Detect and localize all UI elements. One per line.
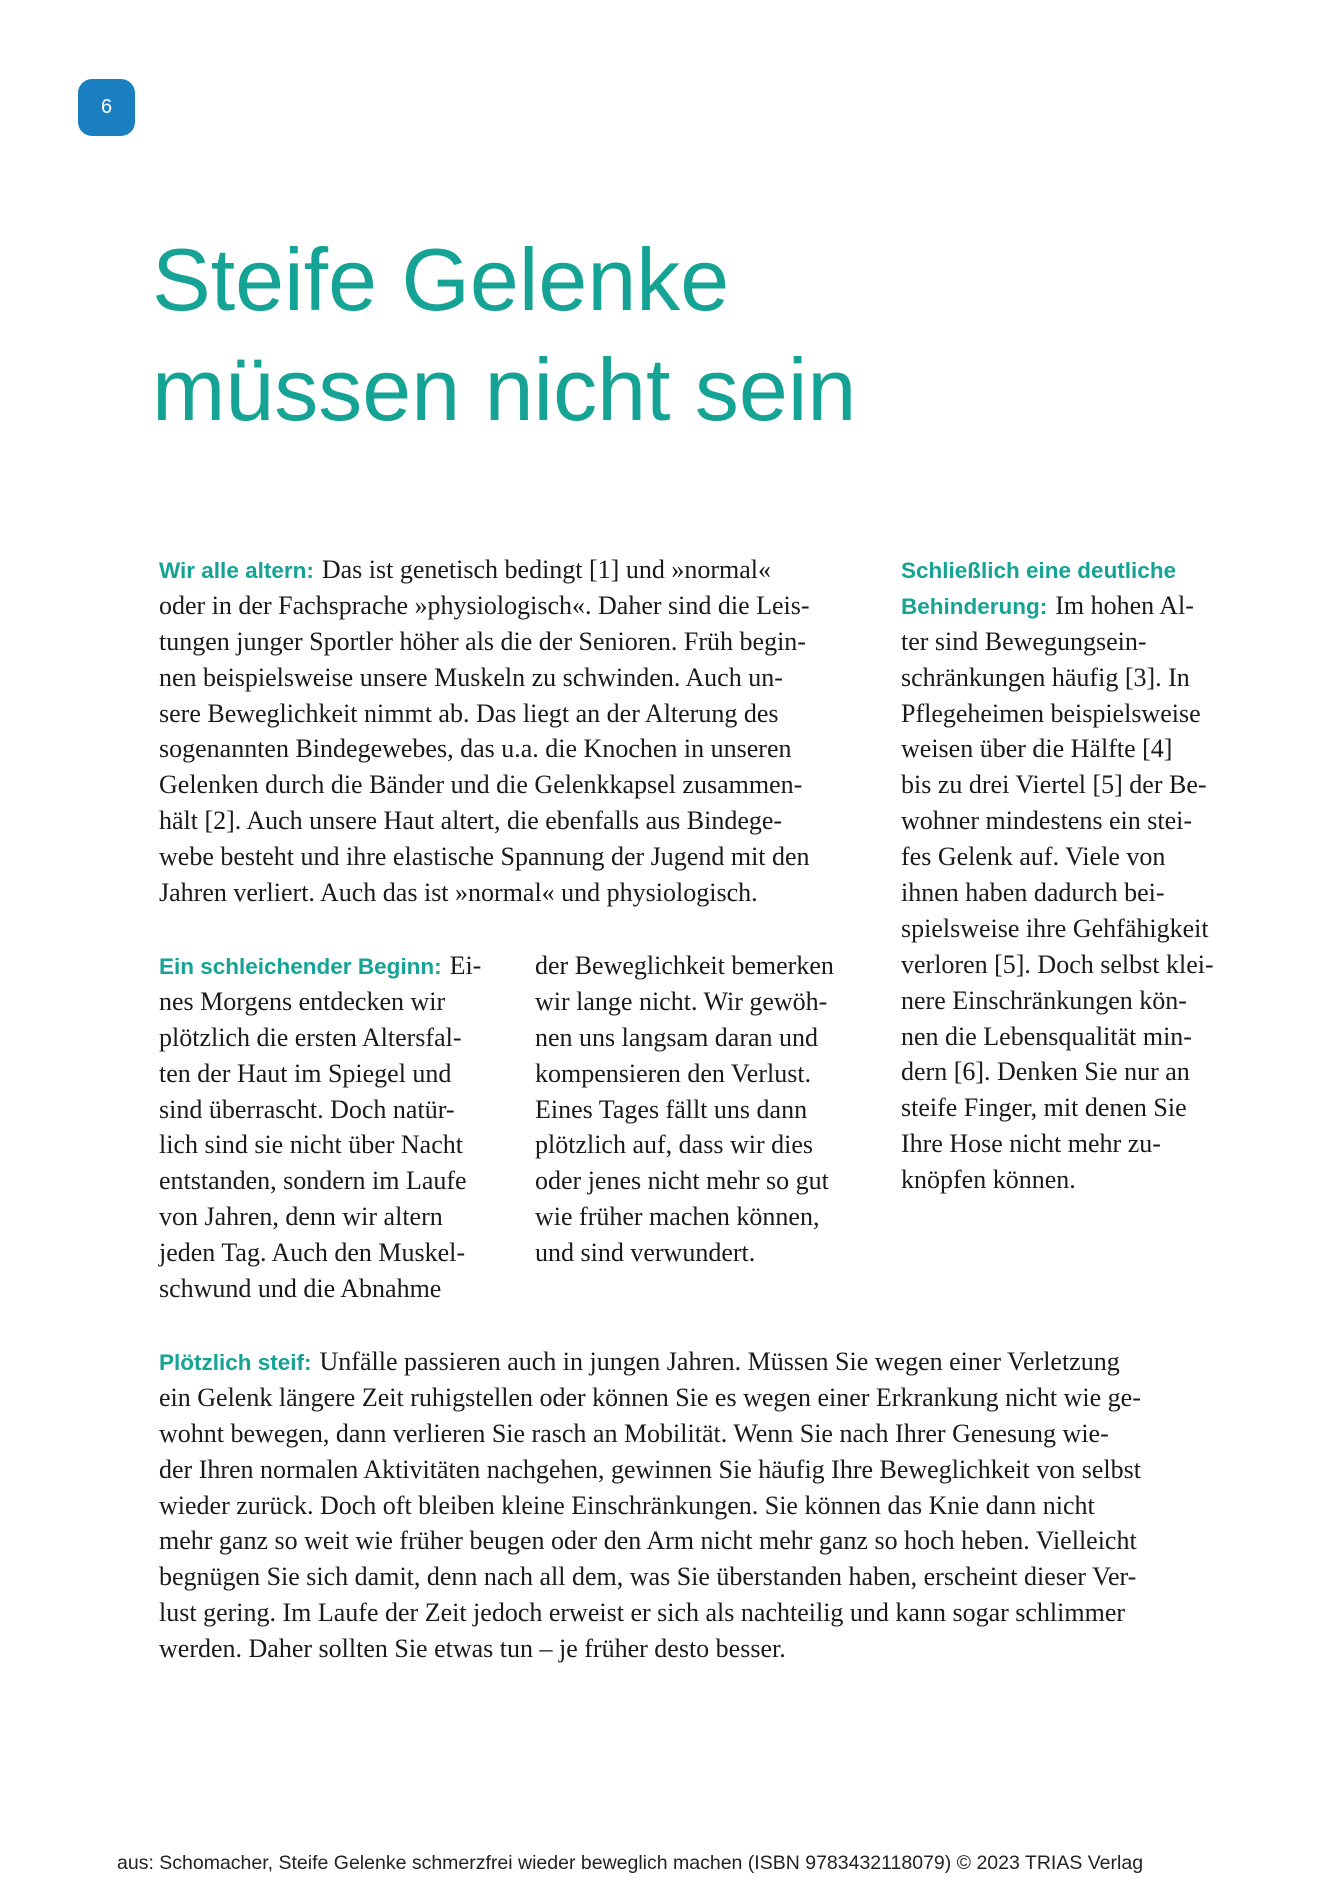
paragraph-line: wieder zurück. Doch oft bleiben kleine Einschränkungen. Sie können das Knie dann nicht bbox=[159, 1490, 1095, 1520]
paragraph-line: lich sind sie nicht über Nacht bbox=[159, 1130, 463, 1160]
paragraph-line: weisen über die Hälfte [4] bbox=[901, 734, 1173, 764]
page-number: 6 bbox=[100, 96, 113, 118]
paragraph-line: der Ihren normalen Aktivitäten nachgehen, gewinnen Sie häufig Ihre Beweglichkeit von selbst bbox=[159, 1454, 1141, 1484]
paragraph-line bbox=[901, 552, 1251, 588]
section-deutliche-behinderung bbox=[901, 552, 1251, 1198]
section-schleichender-beginn-col1 bbox=[159, 948, 499, 1307]
paragraph-line: dern [6]. Denken Sie nur an bbox=[901, 1057, 1190, 1087]
paragraph-line: Jahren verliert. Auch das ist »normal« und physiologisch. bbox=[159, 878, 758, 908]
paragraph-line: verloren [5]. Doch selbst klei- bbox=[901, 949, 1214, 979]
paragraph-line: webe besteht und ihre elastische Spannung der Jugend mit den bbox=[159, 842, 810, 872]
title-line-1: Steife Gelenke bbox=[152, 230, 730, 329]
paragraph-line: wie früher machen können, bbox=[535, 1202, 820, 1232]
paragraph-line: bis zu drei Viertel [5] der Be- bbox=[901, 770, 1207, 800]
title-line-2: müssen nicht sein bbox=[152, 340, 857, 439]
paragraph-line: hält [2]. Auch unsere Haut altert, die ebenfalls aus Bindege- bbox=[159, 806, 783, 836]
section-lead: Wir alle altern: bbox=[159, 558, 314, 583]
paragraph-line: wir lange nicht. Wir gewöh- bbox=[535, 986, 828, 1016]
paragraph-line: Plötzlich steif: Unfälle passieren auch in jungen Jahren. Müssen Sie wegen einer Verletzung bbox=[159, 1347, 1120, 1376]
paragraph-line: plötzlich die ersten Altersfal- bbox=[159, 1022, 462, 1052]
paragraph-line: Pflegeheimen beispielsweise bbox=[901, 698, 1201, 728]
section-lead: Schließlich eine deutliche bbox=[901, 558, 1177, 583]
paragraph-line: sind überrascht. Doch natür- bbox=[159, 1094, 455, 1124]
paragraph-line: sogenannten Bindegewebes, das u.a. die Knochen in unseren bbox=[159, 734, 792, 764]
paragraph-line: plötzlich auf, dass wir dies bbox=[535, 1130, 813, 1160]
paragraph-line: jeden Tag. Auch den Muskel- bbox=[159, 1238, 466, 1268]
paragraph-line: wohner mindestens ein stei- bbox=[901, 806, 1192, 836]
paragraph-line: mehr ganz so weit wie früher beugen oder den Arm nicht mehr ganz so hoch heben. Vielleicht bbox=[159, 1526, 1137, 1556]
section-wir-alle-altern bbox=[159, 552, 879, 911]
paragraph-line: ein Gelenk längere Zeit ruhigstellen oder können Sie es wegen einer Erkrankung nicht wie ge- bbox=[159, 1382, 1141, 1412]
paragraph-line: Eines Tages fällt uns dann bbox=[535, 1094, 808, 1124]
paragraph-line: entstanden, sondern im Laufe bbox=[159, 1166, 467, 1196]
paragraph-line: steife Finger, mit denen Sie bbox=[901, 1093, 1187, 1123]
paragraph-line: fes Gelenk auf. Viele von bbox=[901, 842, 1166, 872]
paragraph-line: nere Einschränkungen kön- bbox=[901, 985, 1187, 1015]
paragraph-line: tungen junger Sportler höher als die der Senioren. Früh begin- bbox=[159, 626, 806, 656]
paragraph-line: ihnen haben dadurch bei- bbox=[901, 878, 1165, 908]
paragraph-line: kompensieren den Verlust. bbox=[535, 1058, 812, 1088]
paragraph-line: sere Beweglichkeit nimmt ab. Das liegt an der Alterung des bbox=[159, 698, 779, 728]
section-lead: Plötzlich steif: bbox=[159, 1350, 312, 1375]
section-ploetzlich-steif bbox=[159, 1344, 1239, 1667]
paragraph-line: begnügen Sie sich damit, denn nach all dem, was Sie überstanden haben, erscheint dieser Ver- bbox=[159, 1562, 1137, 1592]
paragraph-line: knöpfen können. bbox=[901, 1165, 1076, 1195]
paragraph-line: nen die Lebensqualität min- bbox=[901, 1021, 1192, 1051]
paragraph-line: Behinderung: Im hohen Al- bbox=[901, 590, 1194, 620]
paragraph-line: nes Morgens entdecken wir bbox=[159, 986, 446, 1016]
page-number-badge bbox=[78, 79, 135, 136]
paragraph-line: spielsweise ihre Gehfähigkeit bbox=[901, 913, 1209, 943]
paragraph-line: nen beispielsweise unsere Muskeln zu schwinden. Auch un- bbox=[159, 662, 783, 692]
paragraph-line: werden. Daher sollten Sie etwas tun – je früher desto besser. bbox=[159, 1634, 786, 1664]
paragraph-line: oder in der Fachsprache »physiologisch«. Daher sind die Leis- bbox=[159, 590, 810, 620]
paragraph-line: von Jahren, denn wir altern bbox=[159, 1202, 443, 1232]
paragraph-line: der Beweglichkeit bemerken bbox=[535, 951, 834, 980]
section-lead: Behinderung: bbox=[901, 593, 1048, 619]
paragraph-line: oder jenes nicht mehr so gut bbox=[535, 1166, 829, 1196]
page-title bbox=[152, 225, 1152, 445]
paragraph-line: Ihre Hose nicht mehr zu- bbox=[901, 1129, 1161, 1159]
source-footer: aus: Schomacher, Steife Gelenke schmerzfrei wieder beweglich machen (ISBN 9783432118079) © 2023 TRIAS Verlag bbox=[117, 1852, 1144, 1874]
paragraph-line: schwund und die Abnahme bbox=[159, 1274, 442, 1304]
paragraph-line: Gelenken durch die Bänder und die Gelenkkapsel zusammen- bbox=[159, 770, 803, 800]
paragraph-line: wohnt bewegen, dann verlieren Sie rasch an Mobilität. Wenn Sie nach Ihrer Genesung wie- bbox=[159, 1418, 1109, 1448]
section-lead: Ein schleichender Beginn: bbox=[159, 954, 442, 979]
paragraph-line: ten der Haut im Spiegel und bbox=[159, 1058, 452, 1088]
section-schleichender-beginn-col2 bbox=[535, 948, 875, 1271]
paragraph-line: und sind verwundert. bbox=[535, 1238, 756, 1268]
paragraph-line: Wir alle altern: Das ist genetisch bedingt [1] und »normal« bbox=[159, 555, 771, 584]
paragraph-line: lust gering. Im Laufe der Zeit jedoch erweist er sich als nachteilig und kann sogar schlimmer bbox=[159, 1598, 1126, 1628]
paragraph-line: nen uns langsam daran und bbox=[535, 1022, 819, 1052]
paragraph-line: schränkungen häufig [3]. In bbox=[901, 662, 1190, 692]
paragraph-line: Ein schleichender Beginn: Ei- bbox=[159, 951, 482, 980]
paragraph-line: ter sind Bewegungsein- bbox=[901, 626, 1147, 656]
